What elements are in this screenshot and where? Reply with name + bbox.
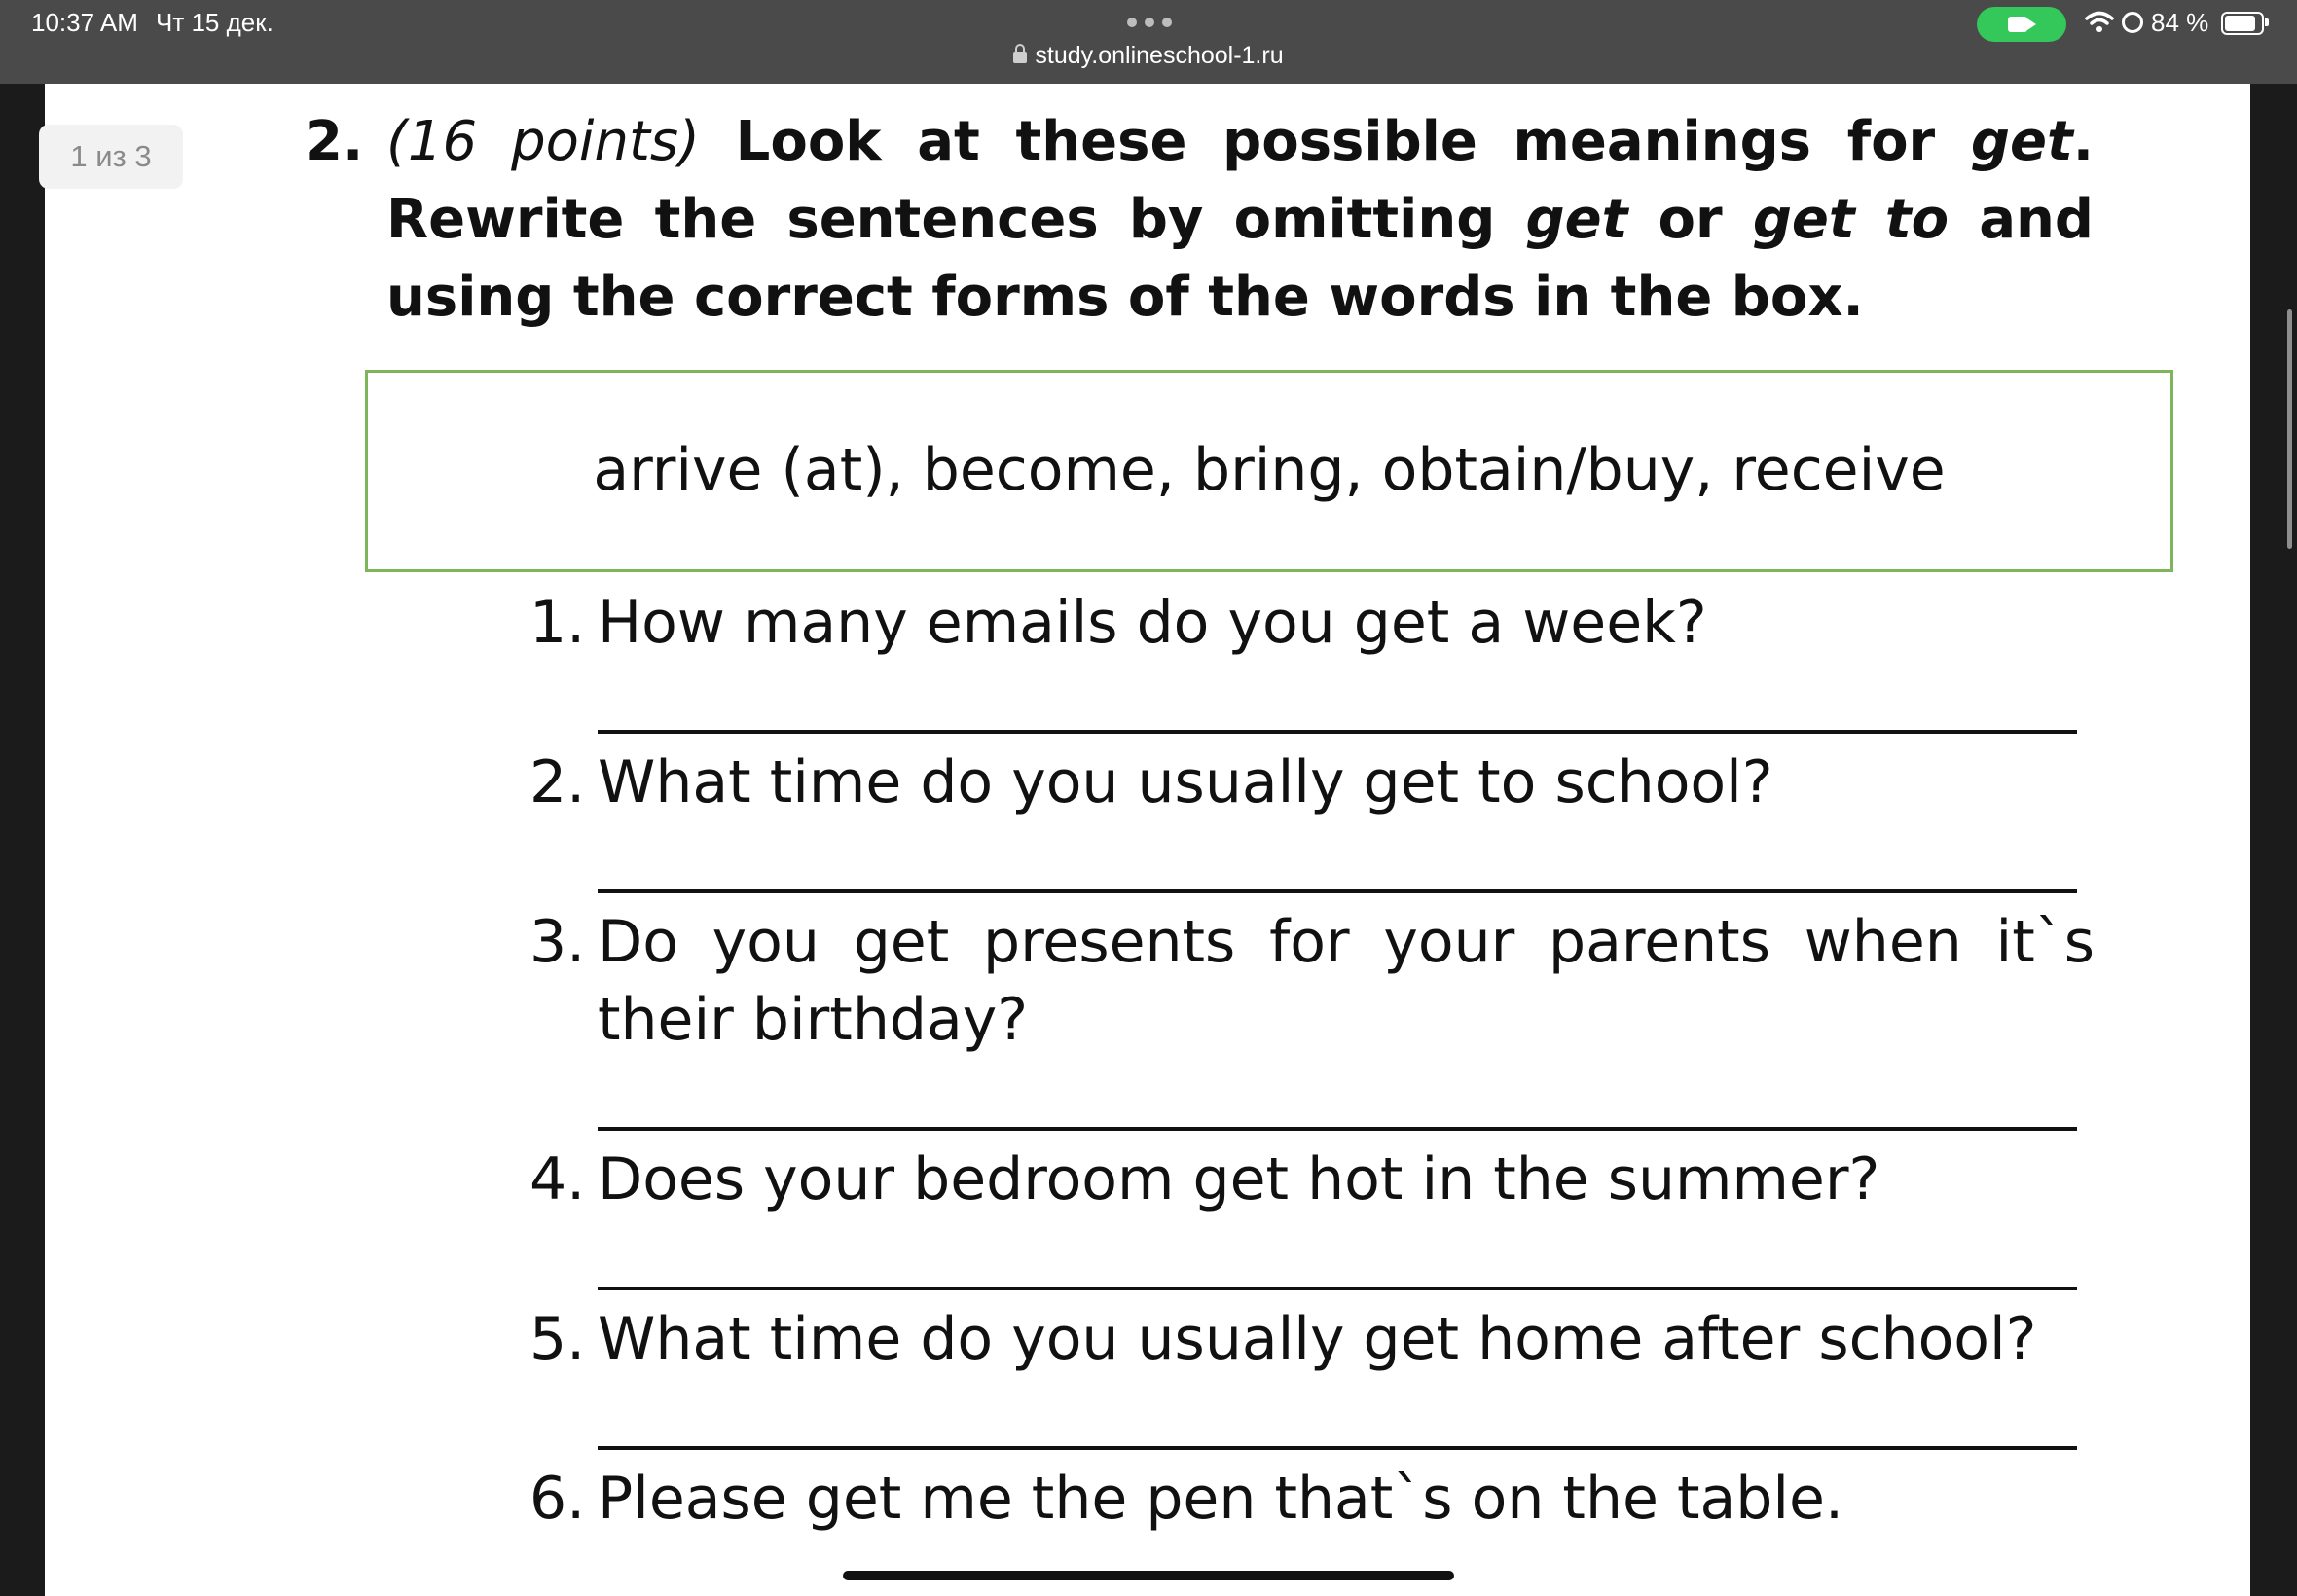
battery-tip [2265, 18, 2269, 26]
answer-line[interactable] [598, 1287, 2077, 1290]
answer-line[interactable] [598, 889, 2077, 893]
camera-in-use-indicator[interactable] [1977, 7, 2066, 42]
task-text [386, 103, 2094, 337]
word-box-text: arrive (at), become, bring, obtain/buy, receive [593, 436, 1946, 504]
page-counter: 1 из 3 [39, 125, 183, 189]
answer-line[interactable] [598, 730, 2077, 734]
exercise-item [529, 584, 2095, 662]
item-number: 6. [529, 1465, 586, 1533]
exercise-item [529, 744, 2095, 821]
task-number: 2. [305, 110, 364, 173]
status-bar [0, 0, 2297, 84]
item-text: Do you get presents for your parents when it`s their birthday? [598, 908, 2095, 1054]
answer-line[interactable] [598, 1446, 2077, 1450]
url-text: study.onlineschool-1.ru [1035, 42, 1284, 69]
item-text: What time do you usually get home after school? [598, 1305, 2037, 1373]
battery-percent: 84 % [2151, 8, 2209, 37]
task-points: (16 points) [386, 110, 700, 173]
exercise-item [529, 1141, 2095, 1218]
lock-icon [1013, 52, 1027, 63]
task-text-part: or [1627, 188, 1753, 251]
item-number: 4. [529, 1145, 586, 1214]
home-indicator[interactable] [843, 1571, 1454, 1580]
exercise-item [529, 903, 2095, 1059]
task-text-part: Look at these possible meanings for [699, 110, 1971, 173]
wifi-icon [2085, 10, 2114, 33]
status-date: Чт 15 дек. [156, 8, 273, 37]
camera-icon [2008, 17, 2027, 32]
word-box [365, 370, 2173, 572]
item-number: 5. [529, 1305, 586, 1373]
status-time: 10:37 AM [31, 8, 138, 37]
exercise-items [529, 584, 2095, 1538]
exercise-item [529, 1460, 2095, 1538]
item-text: Please get me the pen that`s on the table. [598, 1465, 1844, 1533]
task-text-part: and using the correct forms of the words in the box. [386, 188, 2094, 329]
item-text: How many emails do you get a week? [598, 589, 1707, 657]
orientation-lock-icon [2122, 12, 2143, 33]
exercise-item [529, 1300, 2095, 1378]
task-instructions [305, 103, 2094, 337]
item-number: 3. [529, 908, 586, 976]
more-dots-icon[interactable] [1127, 18, 1172, 27]
item-number: 1. [529, 589, 586, 657]
address-bar[interactable] [0, 39, 2297, 72]
battery-icon [2221, 12, 2264, 35]
task-keyword: get to [1752, 188, 1950, 251]
scroll-indicator[interactable] [2287, 309, 2292, 549]
task-keyword: get [1525, 188, 1628, 251]
item-text: What time do you usually get to school? [598, 748, 1773, 816]
item-number: 2. [529, 748, 586, 816]
answer-line[interactable] [598, 1127, 2077, 1131]
item-text: Does your bedroom get hot in the summer? [598, 1145, 1880, 1214]
task-text-part: . Rewrite the sentences by omitting [386, 110, 2095, 251]
task-keyword: get [1970, 110, 2073, 173]
